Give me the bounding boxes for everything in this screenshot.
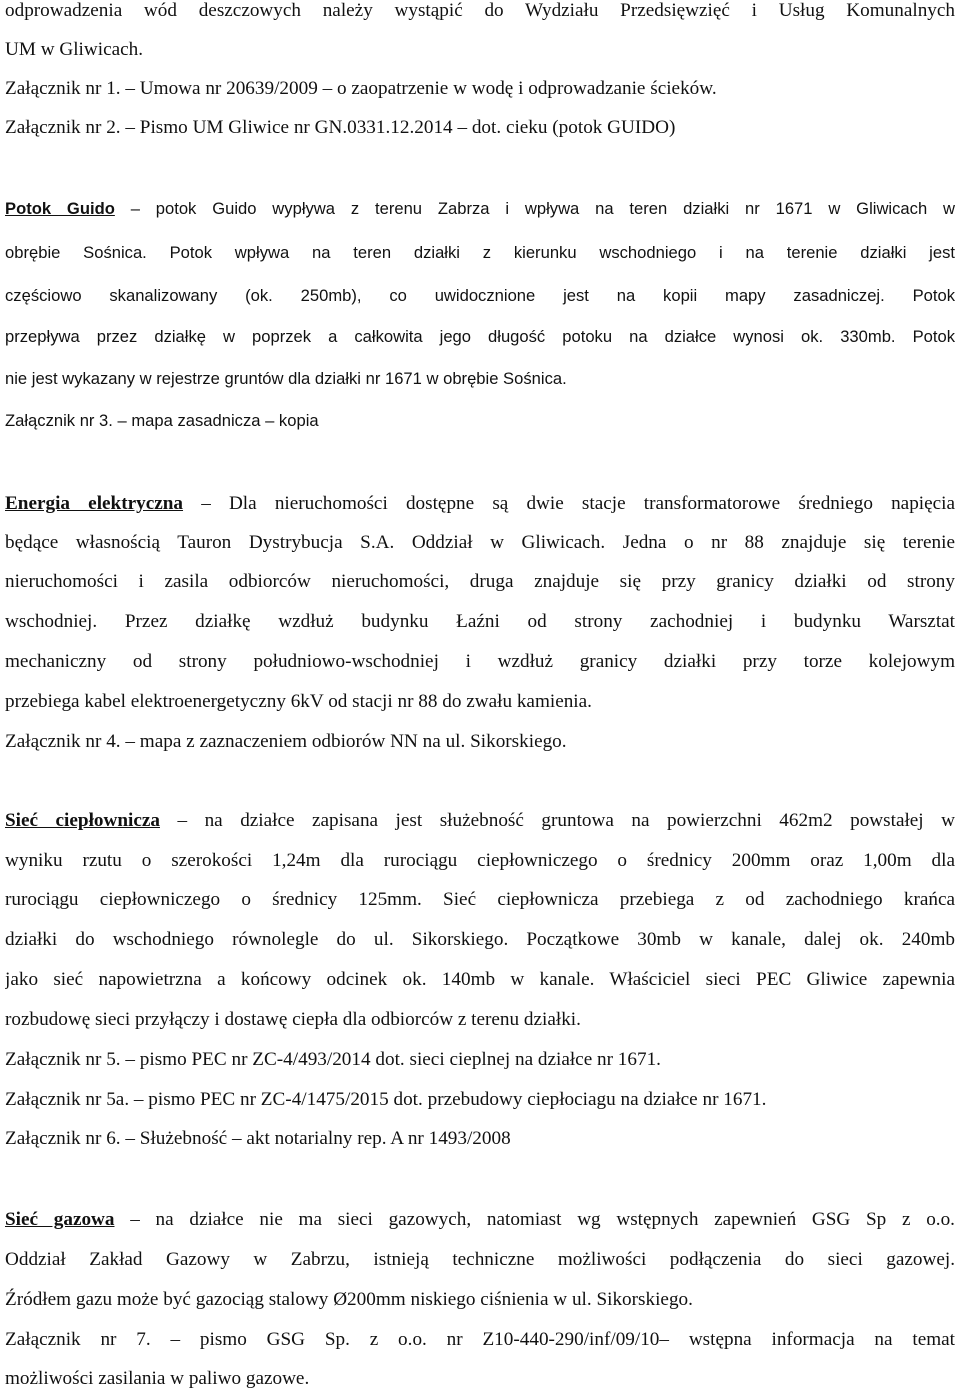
text-span: – na działce zapisana jest służebność gruntowa na powierzchni 462m2 powstałej w [159, 810, 955, 831]
text-line: Załącznik nr 4. – mapa z zaznaczeniem odbiorów NN na ul. Sikorskiego. [5, 731, 567, 752]
text-line: UM w Gliwicach. [5, 39, 144, 60]
text-line: odprowadzenia wód deszczowych należy wystąpić do Wydziału Przedsięwzięć i Usług Komunalnych [5, 0, 955, 21]
text-line: rozbudowę sieci przyłączy i dostawę ciepła dla odbiorców z terenu działki. [5, 1009, 581, 1030]
section-heading-energia-elektryczna: Energia elektryczna [5, 493, 184, 514]
text-span: – potok Guido wypływa z terenu Zabrza i wpływa na teren działki nr 1671 w Gliwicach w [114, 199, 955, 218]
text-line: możliwości zasilania w paliwo gazowe. [5, 1368, 310, 1389]
text-line: wyniku rzutu o szerokości 1,24m dla rurociągu ciepłowniczego o średnicy 200mm oraz 1,00m dla [5, 850, 955, 871]
text-line: Oddział Zakład Gazowy w Zabrzu, istnieją techniczne możliwości podłączenia do sieci gazowej. [5, 1249, 955, 1270]
text-line: Załącznik nr 5. – pismo PEC nr ZC-4/493/2014 dot. sieci cieplnej na działce nr 1671. [5, 1049, 661, 1070]
text-line: rurociągu ciepłowniczego o średnicy 125mm. Sieć ciepłownicza przebiega z od zachodniego krańca [5, 889, 955, 910]
text-line: Źródłem gazu może być gazociąg stalowy Ø200mm niskiego ciśnienia w ul. Sikorskiego. [5, 1289, 693, 1310]
text-line: nieruchomości i zasila odbiorców nieruchomości, druga znajduje się przy granicy działki od strony [5, 571, 955, 592]
text-line: Załącznik nr 6. – Służebność – akt notarialny rep. A nr 1493/2008 [5, 1128, 511, 1149]
text-line: Załącznik nr 1. – Umowa nr 20639/2009 – o zaopatrzenie w wodę i odprowadzanie ścieków. [5, 78, 717, 99]
text-line: przepływa przez działkę w poprzek a całkowita jego długość potoku na działce wynosi ok. 330mb. Potok [5, 327, 955, 346]
text-span: – Dla nieruchomości dostępne są dwie stacje transformatorowe średniego napięcia [183, 493, 955, 514]
text-line: Załącznik nr 5a. – pismo PEC nr ZC-4/1475/2015 dot. przebudowy ciepłociagu na działce nr 1671. [5, 1089, 767, 1110]
paragraph-siec-cieplownicza-first-line [5, 807, 955, 835]
text-line: częściowo skanalizowany (ok. 250mb), co uwidocznione jest na kopii mapy zasadniczej. Potok [5, 286, 955, 305]
text-line: będące własnością Tauron Dystrybucja S.A. Oddział w Gliwicach. Jedna o nr 88 znajduje się terenie [5, 532, 955, 553]
paragraph-guido-first-line [5, 195, 955, 223]
text-line: mechaniczny od strony południowo-wschodniej i wzdłuż granicy działki przy torze kolejowym [5, 651, 955, 672]
paragraph-energia-first-line [5, 490, 955, 518]
text-line: wschodniej. Przez działkę wzdłuż budynku Łaźni od strony zachodniej i budynku Warsztat [5, 611, 955, 632]
text-line: jako sieć napowietrzna a końcowy odcinek ok. 140mb w kanale. Właściciel sieci PEC Gliwice zapewnia [5, 969, 955, 990]
text-line: Załącznik nr 2. – Pismo UM Gliwice nr GN.0331.12.2014 – dot. cieku (potok GUIDO) [5, 117, 676, 138]
section-heading-siec-gazowa: Sieć gazowa [5, 1209, 115, 1230]
text-line: działki do wschodniego równolegle do ul. Sikorskiego. Początkowe 30mb w kanale, dalej ok. 240mb [5, 929, 955, 950]
section-heading-siec-cieplownicza: Sieć ciepłownicza [5, 810, 160, 831]
paragraph-siec-gazowa-first-line [5, 1206, 955, 1234]
section-heading-potok-guido: Potok Guido [5, 199, 115, 218]
text-line: Załącznik nr 7. – pismo GSG Sp. z o.o. nr Z10-440-290/inf/09/10– wstępna informacja na temat [5, 1329, 955, 1350]
text-line: Załącznik nr 3. – mapa zasadnicza – kopia [5, 411, 319, 430]
text-line: nie jest wykazany w rejestrze gruntów dla działki nr 1671 w obrębie Sośnica. [5, 369, 567, 388]
text-span: – na działce nie ma sieci gazowych, natomiast wg wstępnych zapewnień GSG Sp z o.o. [114, 1209, 955, 1230]
text-line: obrębie Sośnica. Potok wpływa na teren działki z kierunku wschodniego i na terenie działki jest [5, 243, 955, 262]
text-line: przebiega kabel elektroenergetyczny 6kV od stacji nr 88 do zwału kamienia. [5, 691, 592, 712]
